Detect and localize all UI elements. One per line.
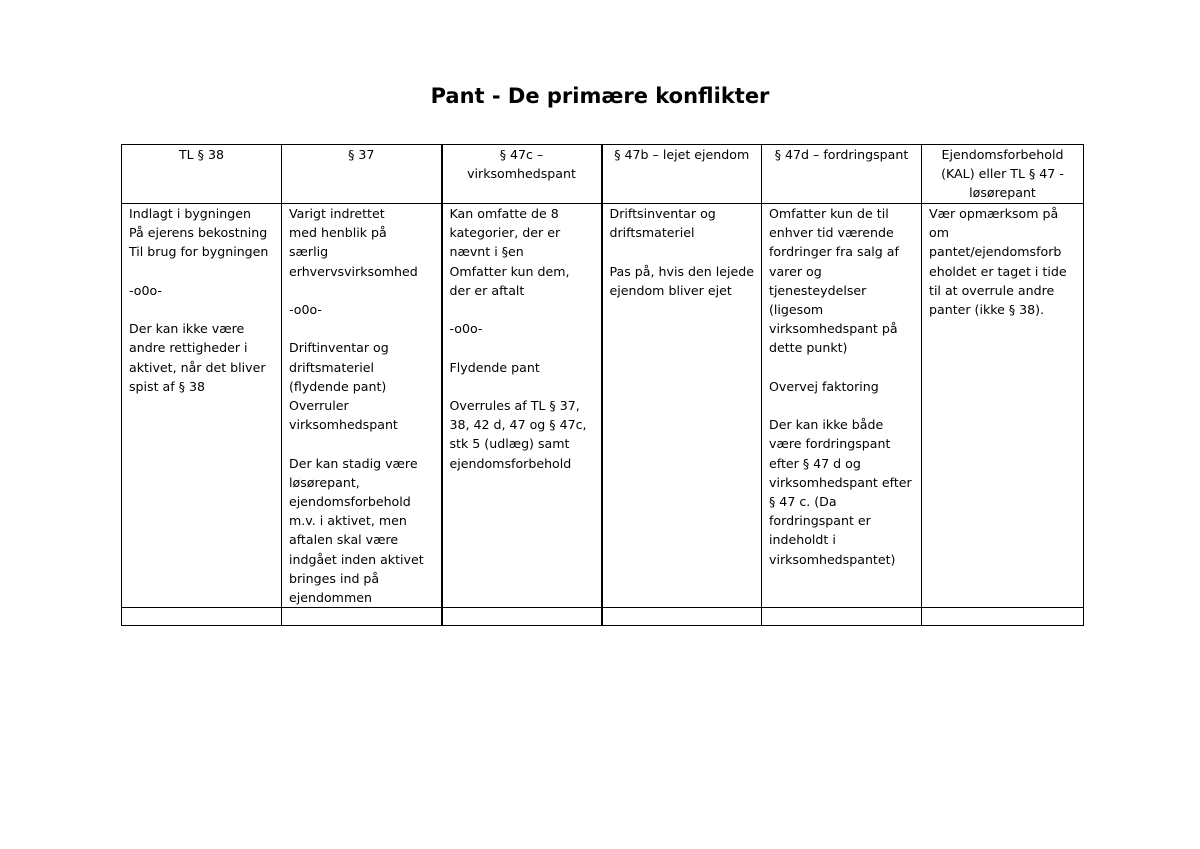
header-cell xyxy=(762,145,922,204)
header-line: (KAL) eller TL § 47 - xyxy=(941,166,1064,182)
cell-text-line: aktivet, når det bliver xyxy=(129,359,266,375)
header-line: Ejendomsforbehold xyxy=(941,147,1064,162)
header-line: § 47d – fordringspant xyxy=(774,147,909,162)
cell-text-line: nævnt i §en xyxy=(449,244,524,260)
cell-text-line: om xyxy=(929,225,949,241)
cell-text-line: Omfatter kun dem, xyxy=(449,263,570,279)
cell-text-line: pantet/ejendomsforb xyxy=(929,244,1062,260)
cell-text-line: dette punkt) xyxy=(769,340,848,356)
content-cell xyxy=(122,204,282,608)
cell-text-line: særlig xyxy=(289,244,329,260)
cell-text-line: driftsmateriel xyxy=(609,225,695,241)
cell-text-line: stk 5 (udlæg) samt xyxy=(449,436,570,452)
cell-text-line: Der kan stadig være xyxy=(289,455,418,471)
cell-text-line: Der kan ikke både xyxy=(769,417,884,433)
content-cell xyxy=(602,204,762,608)
paragraph-gap xyxy=(450,338,595,357)
conflict-table xyxy=(121,144,1084,626)
cell-text-line: Flydende pant xyxy=(449,359,540,375)
header-line: TL § 38 xyxy=(178,147,225,162)
cell-text-line: Driftsinventar og xyxy=(609,206,716,221)
cell-text-line: Til brug for bygningen xyxy=(129,244,269,260)
cell-text-line: Driftinventar og xyxy=(289,340,389,356)
cell-text-line: kategorier, der er xyxy=(449,225,561,241)
cell-text-line: Kan omfatte de 8 xyxy=(449,206,559,221)
cell-text-line: -o0o- xyxy=(129,282,162,298)
cell-text-line: erhvervsvirksomhed xyxy=(289,263,418,279)
paragraph-gap xyxy=(450,300,595,319)
empty-cell xyxy=(602,608,762,626)
header-cell xyxy=(282,145,442,204)
cell-text-line: ejendomsforbehold xyxy=(289,494,411,509)
cell-text-line: (ligesom xyxy=(769,302,824,318)
cell-text-line: der er aftalt xyxy=(449,282,525,298)
cell-text-line: ejendomsforbehold xyxy=(449,455,572,471)
cell-text-line: Overvej faktoring xyxy=(769,378,879,394)
paragraph-gap xyxy=(289,281,435,300)
cell-text-line: Omfatter kun de til xyxy=(769,206,889,221)
cell-text-line: Varigt indrettet xyxy=(289,206,385,221)
cell-text-line: Vær opmærksom på xyxy=(929,206,1059,221)
cell-text-line: virksomhedspant efter xyxy=(769,474,912,490)
paragraph-gap xyxy=(610,242,756,261)
header-line: virksomhedspant xyxy=(467,166,576,182)
cell-text-line: tjenesteydelser xyxy=(769,282,867,298)
content-cell xyxy=(442,204,602,608)
cell-text-line: spist af § 38 xyxy=(129,378,206,394)
cell-text-line: eholdet er taget i tide xyxy=(929,263,1067,279)
header-cell xyxy=(442,145,602,204)
header-cell xyxy=(922,145,1084,204)
cell-text-line: panter (ikke § 38). xyxy=(929,302,1045,318)
cell-text-line: (flydende pant) xyxy=(289,378,387,394)
cell-text-line: Pas på, hvis den lejede xyxy=(609,263,754,279)
paragraph-gap xyxy=(769,396,915,415)
empty-cell xyxy=(922,608,1084,626)
content-cell xyxy=(282,204,442,608)
document-title: Pant - De primære konflikter xyxy=(430,84,770,108)
cell-text-line: Der kan ikke være xyxy=(129,321,245,337)
header-line: § 47c – xyxy=(499,147,544,162)
header-line: § 47b – lejet ejendom xyxy=(614,147,750,162)
paragraph-gap xyxy=(289,434,435,453)
cell-text-line: være fordringspant xyxy=(769,436,891,452)
cell-text-line: til at overrule andre xyxy=(929,282,1055,298)
cell-text-line: fordringer fra salg af xyxy=(769,244,899,260)
cell-text-line: 38, 42 d, 47 og § 47c, xyxy=(449,417,587,433)
cell-text-line: virksomhedspantet) xyxy=(769,551,896,567)
header-line: § 37 xyxy=(348,147,375,162)
empty-cell xyxy=(282,608,442,626)
cell-text-line: virksomhedspant xyxy=(289,417,398,433)
empty-cell xyxy=(442,608,602,626)
cell-text-line: indgået inden aktivet xyxy=(289,551,424,567)
content-row xyxy=(122,204,1084,608)
cell-text-line: § 47 c. (Da xyxy=(769,494,837,510)
empty-row xyxy=(122,608,1084,626)
header-cell xyxy=(602,145,762,204)
cell-text-line: bringes ind på xyxy=(289,570,380,586)
paragraph-gap xyxy=(289,319,435,338)
cell-text-line: -o0o- xyxy=(289,302,322,317)
cell-text-line: enhver tid værende xyxy=(769,225,894,241)
cell-text-line: varer og xyxy=(769,263,822,279)
header-line: løsørepant xyxy=(969,185,1036,201)
paragraph-gap xyxy=(769,358,915,377)
cell-text-line: Overruler xyxy=(289,398,349,413)
cell-text-line: ejendom bliver ejet xyxy=(609,282,732,298)
cell-text-line: med henblik på xyxy=(289,225,387,241)
cell-text-line: På ejerens bekostning xyxy=(129,225,268,241)
content-cell xyxy=(762,204,922,608)
cell-text-line: efter § 47 d og xyxy=(769,455,861,471)
header-cell xyxy=(122,145,282,204)
cell-text-line: indeholdt i xyxy=(769,532,836,548)
paragraph-gap xyxy=(129,262,275,281)
cell-text-line: virksomhedspant på xyxy=(769,321,898,337)
header-row xyxy=(122,145,1084,204)
empty-cell xyxy=(762,608,922,626)
cell-text-line: Indlagt i bygningen xyxy=(129,206,251,221)
cell-text-line: driftsmateriel xyxy=(289,359,374,375)
cell-text-line: aftalen skal være xyxy=(289,532,399,548)
cell-text-line: ejendommen xyxy=(289,590,372,606)
cell-text-line: -o0o- xyxy=(449,321,483,337)
paragraph-gap xyxy=(129,300,275,319)
cell-text-line: andre rettigheder i xyxy=(129,340,248,356)
cell-text-line: m.v. i aktivet, men xyxy=(289,513,407,529)
empty-cell xyxy=(122,608,282,626)
cell-text-line: Overrules af TL § 37, xyxy=(449,397,580,413)
cell-text-line: fordringspant er xyxy=(769,513,871,529)
paragraph-gap xyxy=(450,377,595,396)
content-cell xyxy=(922,204,1084,608)
cell-text-line: løsørepant, xyxy=(289,474,360,490)
